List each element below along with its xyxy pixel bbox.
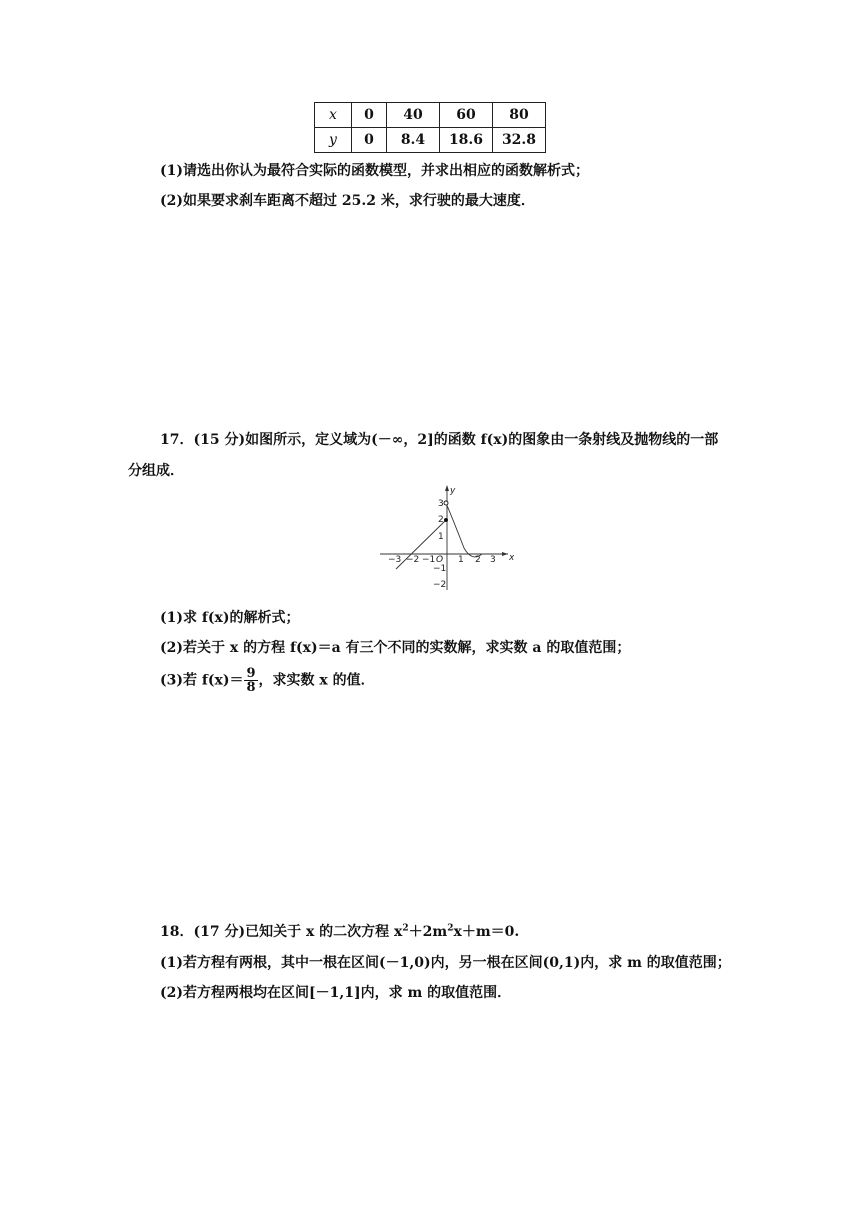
y-axis-arrow	[445, 485, 449, 491]
table-cell: 60	[440, 103, 493, 128]
x-tick-label: 3	[490, 555, 496, 565]
y-axis-label: y	[450, 486, 456, 496]
table-cell: 18.6	[440, 128, 493, 153]
q18-part2: (2)若方程两根均在区间[－1,1]内，求 m 的取值范围．	[160, 985, 512, 1001]
x-tick-label: −1	[422, 555, 436, 565]
fraction-denominator: 8	[246, 680, 256, 695]
x-tick-label: 2	[475, 555, 481, 565]
y-tick-label: −2	[433, 580, 447, 590]
parabola-curve	[446, 503, 482, 557]
table-header-x: x	[315, 103, 352, 128]
q17-function-graph	[378, 482, 514, 594]
table-cell: 0	[352, 103, 387, 128]
fraction	[244, 667, 257, 694]
q16-part1: (1)请选出你认为最符合实际的函数模型，并求出相应的函数解析式；	[160, 163, 589, 179]
q18-stem-prefix: 18．(17 分)已知关于 x 的二次方程 x	[160, 924, 403, 940]
table-cell: 40	[387, 103, 440, 128]
q17-part1: (1)求 f(x)的解析式；	[160, 610, 300, 626]
x-axis-arrow	[502, 552, 508, 556]
ray-endpoint	[444, 518, 448, 522]
origin-label: O	[436, 555, 444, 565]
q18-stem	[160, 921, 519, 941]
superscript: 2	[402, 923, 409, 934]
table-row-x	[315, 103, 546, 128]
q18-stem-mid: ＋2m	[408, 924, 448, 940]
x-tick-label: −2	[406, 555, 420, 565]
q17-part3-suffix: ，求实数 x 的值．	[258, 672, 375, 689]
q17-part2: (2)若关于 x 的方程 f(x)＝a 有三个不同的实数解，求实数 a 的取值范围；	[160, 640, 631, 656]
q17-stem-line1: 17．(15 分)如图所示，定义域为(－∞，2]的函数 f(x)的图象由一条射线及抛物线的一部	[160, 432, 719, 448]
x-tick-label: 1	[458, 555, 464, 565]
table-row-y	[315, 128, 546, 153]
x-axis-label: x	[509, 553, 514, 563]
table-cell: 8.4	[387, 128, 440, 153]
table-cell: 0	[352, 128, 387, 153]
q18-stem-end: x＋m＝0.	[453, 924, 520, 940]
q17-part3-prefix: (3)若 f(x)＝	[160, 672, 244, 689]
y-tick-label: 1	[438, 532, 444, 542]
table-cell: 32.8	[493, 128, 546, 153]
superscript: 2	[447, 923, 454, 934]
data-table	[314, 102, 546, 153]
q17-stem-line2: 分组成．	[128, 463, 184, 479]
q18-part1: (1)若方程有两根，其中一根在区间(－1,0)内，另一根在区间(0,1)内，求 m 的取值范围；	[160, 955, 731, 971]
y-tick-label: −1	[433, 564, 447, 574]
y-tick-label: 2	[438, 515, 444, 525]
table-cell: 80	[493, 103, 546, 128]
table-header-y: y	[315, 128, 352, 153]
fraction-numerator: 9	[246, 666, 256, 681]
q17-part3	[160, 667, 375, 694]
parabola-endpoint	[444, 501, 448, 505]
y-tick-label: 3	[438, 499, 444, 509]
q16-part2: (2)如果要求刹车距离不超过 25.2 米，求行驶的最大速度．	[160, 193, 535, 209]
x-tick-label: −3	[388, 555, 402, 565]
